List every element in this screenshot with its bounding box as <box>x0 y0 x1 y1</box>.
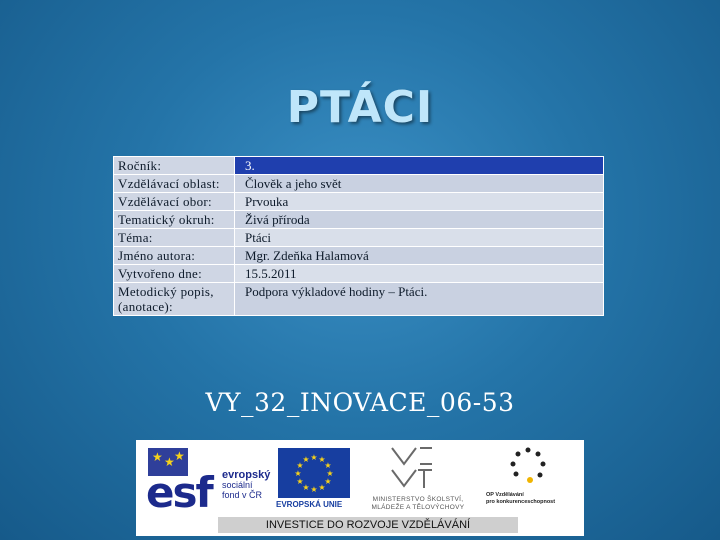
row-label: Vzdělávací oblast: <box>114 175 235 193</box>
eu-stars-icon <box>278 448 350 498</box>
svg-text:★: ★ <box>326 469 334 478</box>
msmt-logo-icon <box>388 444 448 492</box>
eu-flag-icon <box>278 448 350 498</box>
row-value: Živá příroda <box>235 211 604 229</box>
esf-line-2: sociální <box>222 480 253 490</box>
svg-text:★: ★ <box>296 477 304 486</box>
esf-caption <box>222 470 270 500</box>
svg-text:★: ★ <box>318 483 326 492</box>
svg-text:★: ★ <box>310 485 318 494</box>
row-label: Metodický popis, (anotace): <box>114 283 235 316</box>
row-value: Podpora výkladové hodiny – Ptáci. <box>235 283 604 316</box>
logo-banner <box>136 440 584 536</box>
op-logo-icon <box>508 446 548 486</box>
op-caption <box>486 492 578 506</box>
eu-caption: EVROPSKÁ UNIE <box>276 500 343 509</box>
row-value: 3. <box>235 157 604 175</box>
row-label: Ročník: <box>114 157 235 175</box>
row-label: Tematický okruh: <box>114 211 235 229</box>
msmt-line-1: MINISTERSTVO ŠKOLSTVÍ, <box>372 496 464 503</box>
table-row <box>114 157 604 175</box>
table-row <box>114 247 604 265</box>
table-row <box>114 175 604 193</box>
metadata-table <box>113 156 604 316</box>
svg-text:★: ★ <box>310 453 318 462</box>
svg-text:★: ★ <box>302 483 310 492</box>
svg-text:★: ★ <box>324 477 332 486</box>
table-row <box>114 283 604 316</box>
row-value: Ptáci <box>235 229 604 247</box>
material-code: VY_32_INOVACE_06-53 <box>205 388 515 417</box>
investment-banner: INVESTICE DO ROZVOJE VZDĚLÁVÁNÍ <box>218 517 518 533</box>
row-value: Člověk a jeho svět <box>235 175 604 193</box>
svg-text:★: ★ <box>318 455 326 464</box>
op-line-1: OP Vzdělávání <box>486 492 524 498</box>
esf-logo: esf <box>146 468 212 517</box>
esf-flag-icon: ★ ★ ★ <box>148 448 188 476</box>
row-value: 15.5.2011 <box>235 265 604 283</box>
slide-title: PTÁCI <box>286 82 434 133</box>
op-line-2: pro konkurenceschopnost <box>486 499 556 505</box>
table-row <box>114 229 604 247</box>
esf-line-3: fond v ČR <box>222 490 263 500</box>
row-label: Jméno autora: <box>114 247 235 265</box>
row-label: Téma: <box>114 229 235 247</box>
svg-text:★: ★ <box>324 461 332 470</box>
row-label: Vytvořeno dne: <box>114 265 235 283</box>
row-value: Mgr. Zdeňka Halamová <box>235 247 604 265</box>
svg-text:★: ★ <box>296 461 304 470</box>
svg-text:★: ★ <box>294 469 302 478</box>
esf-line-1: evropský <box>222 469 271 481</box>
row-value: Prvouka <box>235 193 604 211</box>
msmt-line-2: MLÁDEŽE A TĚLOVÝCHOVY <box>371 504 465 511</box>
table-row <box>114 265 604 283</box>
row-label: Vzdělávací obor: <box>114 193 235 211</box>
msmt-caption <box>362 496 474 512</box>
table-row <box>114 193 604 211</box>
table-row <box>114 211 604 229</box>
svg-text:★: ★ <box>302 455 310 464</box>
